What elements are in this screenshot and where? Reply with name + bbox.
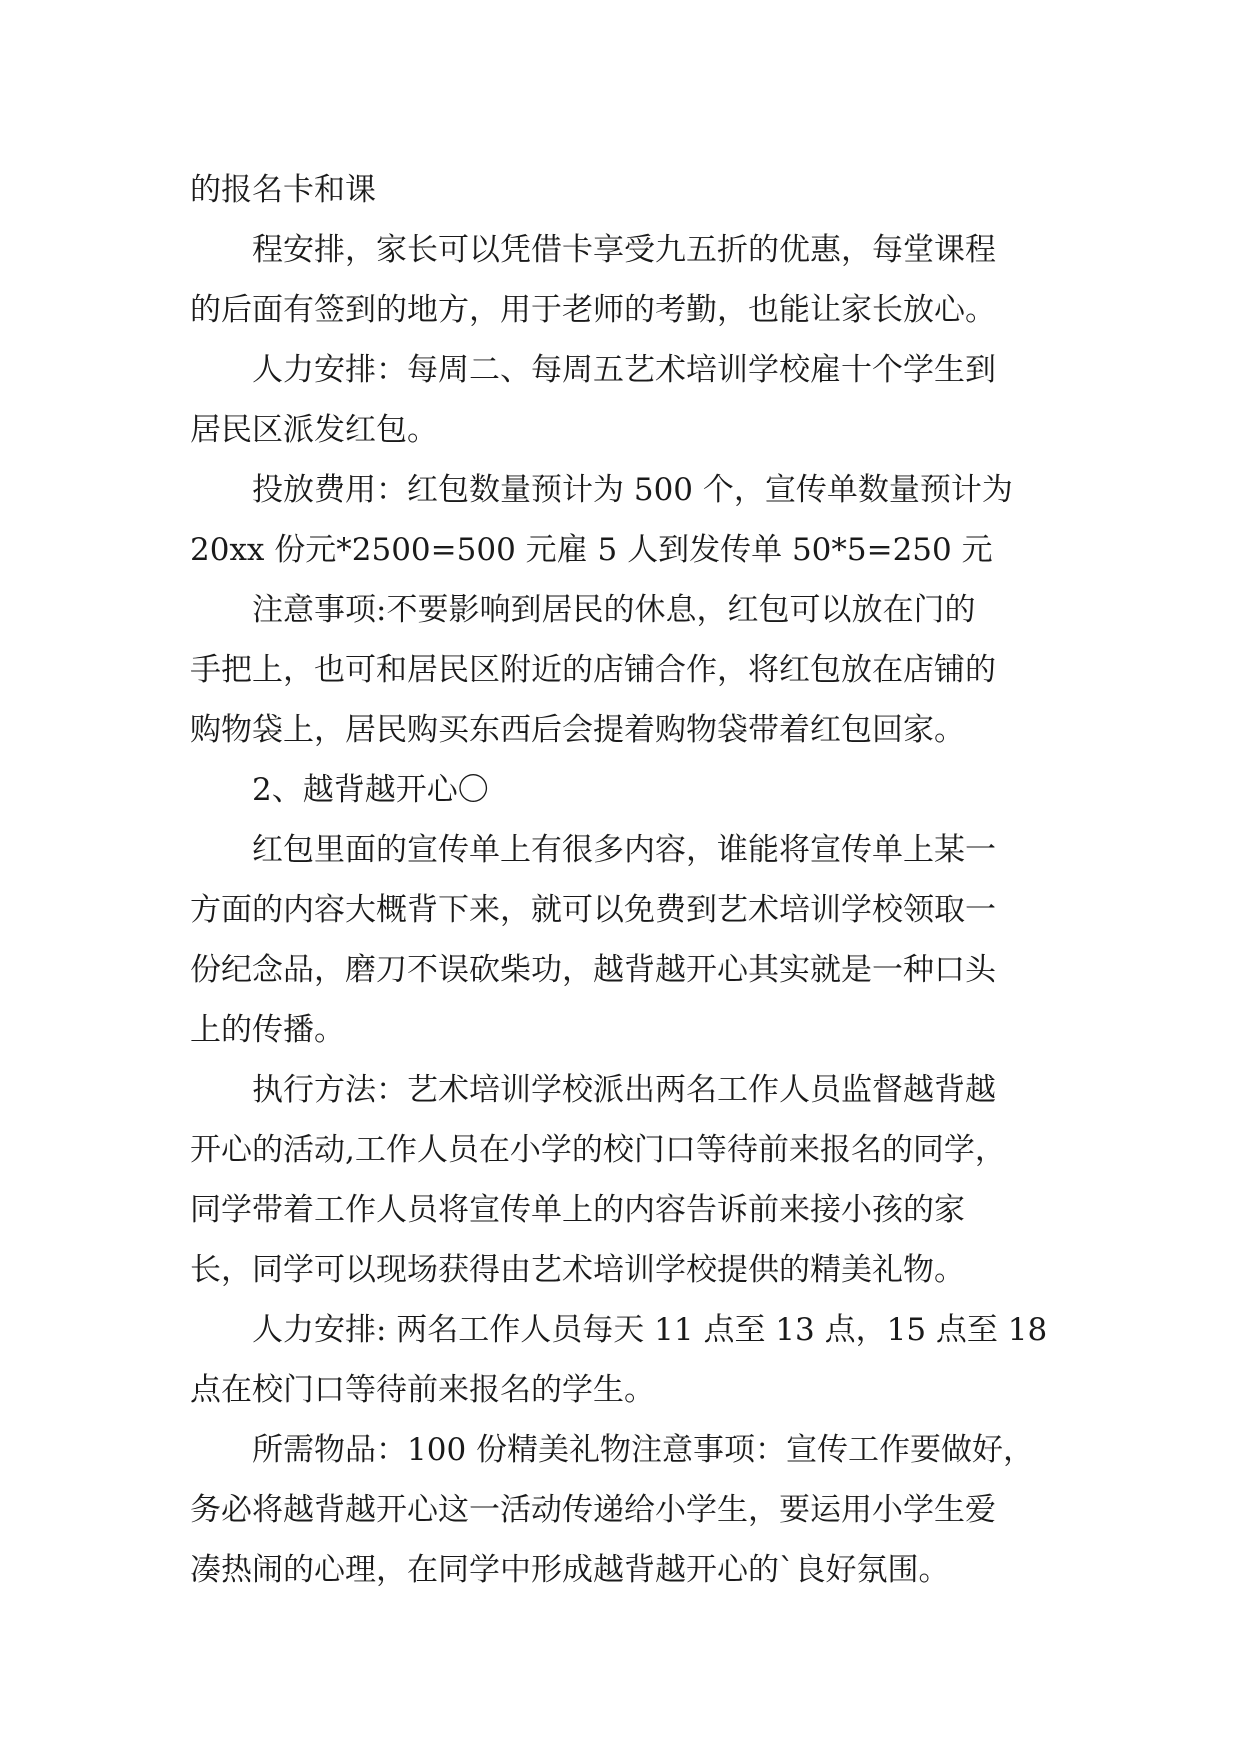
paragraph-first-line: 人力安排: 两名工作人员每天 11 点至 13 点，15 点至 18 xyxy=(252,1312,1048,1348)
paragraph-first-line: 注意事项:不要影响到居民的休息，红包可以放在门的 xyxy=(252,592,976,628)
paragraph-first-line: 人力安排：每周二、每周五艺术培训学校雇十个学生到 xyxy=(252,352,996,388)
section-heading: 2、越背越开心〇 xyxy=(252,772,489,808)
text-line: 20xx 份元*2500=500 元雇 5 人到发传单 50*5=250 元 xyxy=(190,532,993,568)
text-line: 开心的活动,工作人员在小学的校门口等待前来报名的同学， xyxy=(190,1132,1006,1168)
text-line: 凑热闹的心理，在同学中形成越背越开心的`良好氛围。 xyxy=(190,1552,950,1588)
text-line: 同学带着工作人员将宣传单上的内容告诉前来接小孩的家 xyxy=(190,1192,965,1228)
paragraph-first-line: 红包里面的宣传单上有很多内容，谁能将宣传单上某一 xyxy=(252,832,996,868)
text-line: 的报名卡和课 xyxy=(190,172,376,208)
text-line: 份纪念品，磨刀不误砍柴功，越背越开心其实就是一种口头 xyxy=(190,952,996,988)
text-line: 手把上，也可和居民区附近的店铺合作，将红包放在店铺的 xyxy=(190,652,996,688)
paragraph-first-line: 所需物品：100 份精美礼物注意事项：宣传工作要做好， xyxy=(252,1432,1035,1468)
text-line: 方面的内容大概背下来，就可以免费到艺术培训学校领取一 xyxy=(190,892,996,928)
text-line: 居民区派发红包。 xyxy=(190,412,438,448)
text-line: 上的传播。 xyxy=(190,1012,345,1048)
text-line: 购物袋上，居民购买东西后会提着购物袋带着红包回家。 xyxy=(190,712,965,748)
text-line: 的后面有签到的地方，用于老师的考勤，也能让家长放心。 xyxy=(190,292,996,328)
paragraph-first-line: 投放费用：红包数量预计为 500 个，宣传单数量预计为 xyxy=(252,472,1013,508)
text-line: 务必将越背越开心这一活动传递给小学生，要运用小学生爱 xyxy=(190,1492,996,1528)
text-line: 长，同学可以现场获得由艺术培训学校提供的精美礼物。 xyxy=(190,1252,965,1288)
paragraph-first-line: 程安排，家长可以凭借卡享受九五折的优惠，每堂课程 xyxy=(252,232,996,268)
paragraph-first-line: 执行方法：艺术培训学校派出两名工作人员监督越背越 xyxy=(252,1072,996,1108)
document-body xyxy=(190,160,1050,1600)
text-line: 点在校门口等待前来报名的学生。 xyxy=(190,1372,655,1408)
